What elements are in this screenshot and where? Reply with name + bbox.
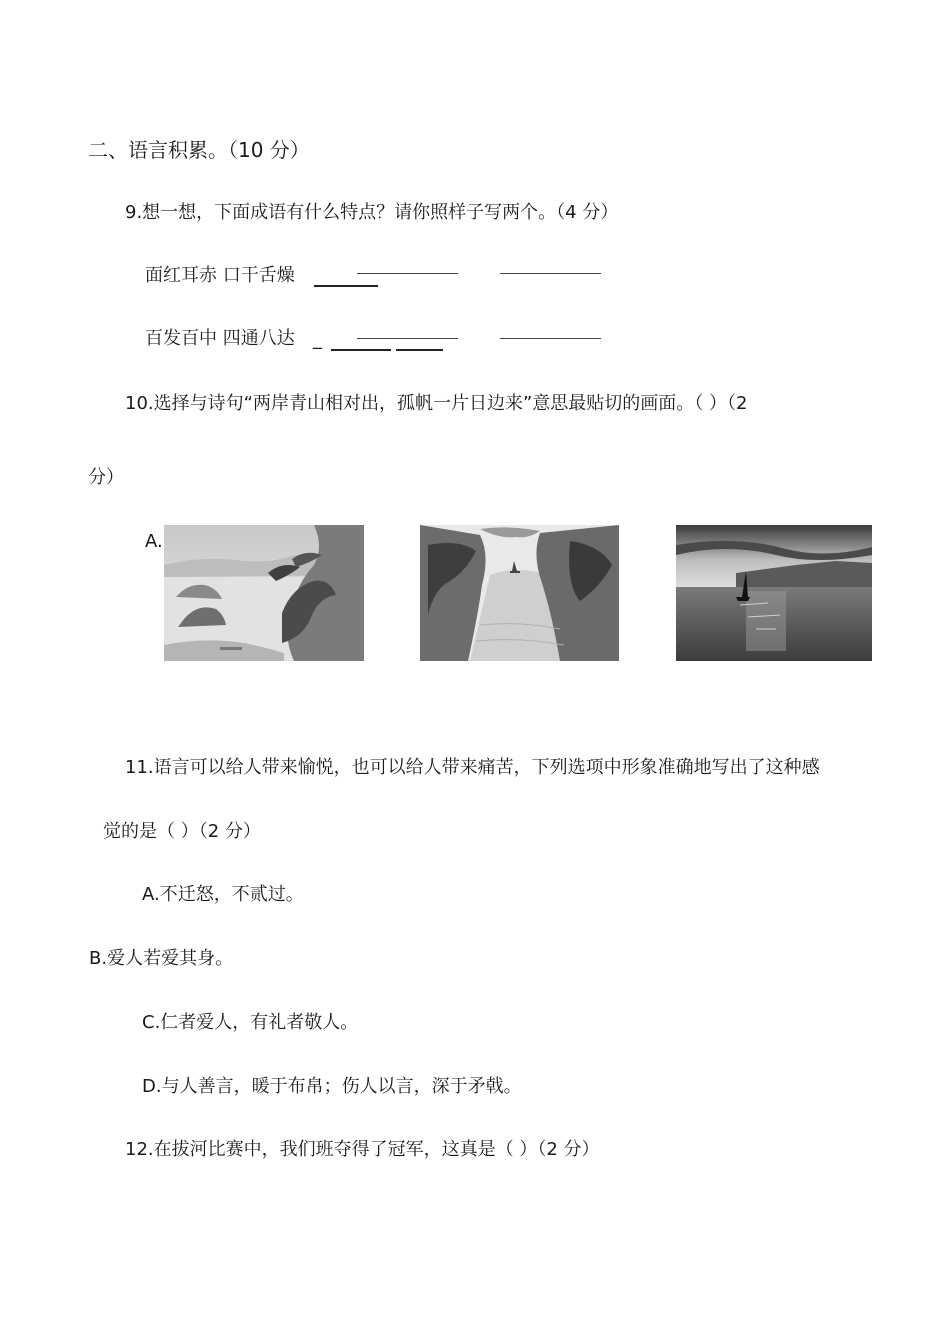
q9-answer-line — [500, 338, 601, 339]
q10-prompt-cont: 分） — [88, 467, 124, 488]
q9-dash: _ — [313, 329, 322, 350]
q11-prompt-cont: 觉的是（ ）（2 分） — [103, 821, 261, 842]
painting-coast-pines — [164, 525, 364, 661]
q11-option-a: A.不迁怒，不贰过。 — [142, 884, 304, 905]
q11-option-b: B.爱人若爱其身。 — [89, 948, 234, 969]
q9-answer-line — [396, 349, 443, 351]
q11-prompt: 11.语言可以给人带来愉悦，也可以给人带来痛苦，下列选项中形象准确地写出了这种感 — [125, 757, 820, 778]
q9-answer-line — [314, 285, 378, 287]
q9-answer-line — [357, 273, 458, 274]
q10-prompt: 10.选择与诗句“两岸青山相对出，孤帆一片日边来”意思最贴切的画面。（ ）（2 — [125, 393, 748, 414]
q9-answer-line — [357, 338, 458, 339]
q12-prompt: 12.在拔河比赛中，我们班夺得了冠军，这真是（ ）（2 分） — [125, 1139, 600, 1160]
q9-example-row2: 百发百中 四通八达 — [145, 328, 295, 349]
q10-option-a-label: A. — [145, 531, 163, 552]
q9-example-row1: 面红耳赤 口干舌燥 — [145, 265, 295, 286]
q11-option-c: C.仁者爱人，有礼者敬人。 — [142, 1012, 359, 1033]
q9-prompt: 9.想一想，下面成语有什么特点？请你照样子写两个。（4 分） — [125, 202, 619, 223]
photo-sunset-sailboat — [676, 525, 872, 661]
painting-river-between-cliffs — [420, 525, 619, 661]
q9-answer-line — [331, 349, 391, 351]
q9-answer-line — [500, 273, 601, 274]
section-title: 二、语言积累。（10 分） — [88, 138, 310, 162]
q11-option-d: D.与人善言，暖于布帛；伤人以言，深于矛戟。 — [142, 1076, 522, 1097]
